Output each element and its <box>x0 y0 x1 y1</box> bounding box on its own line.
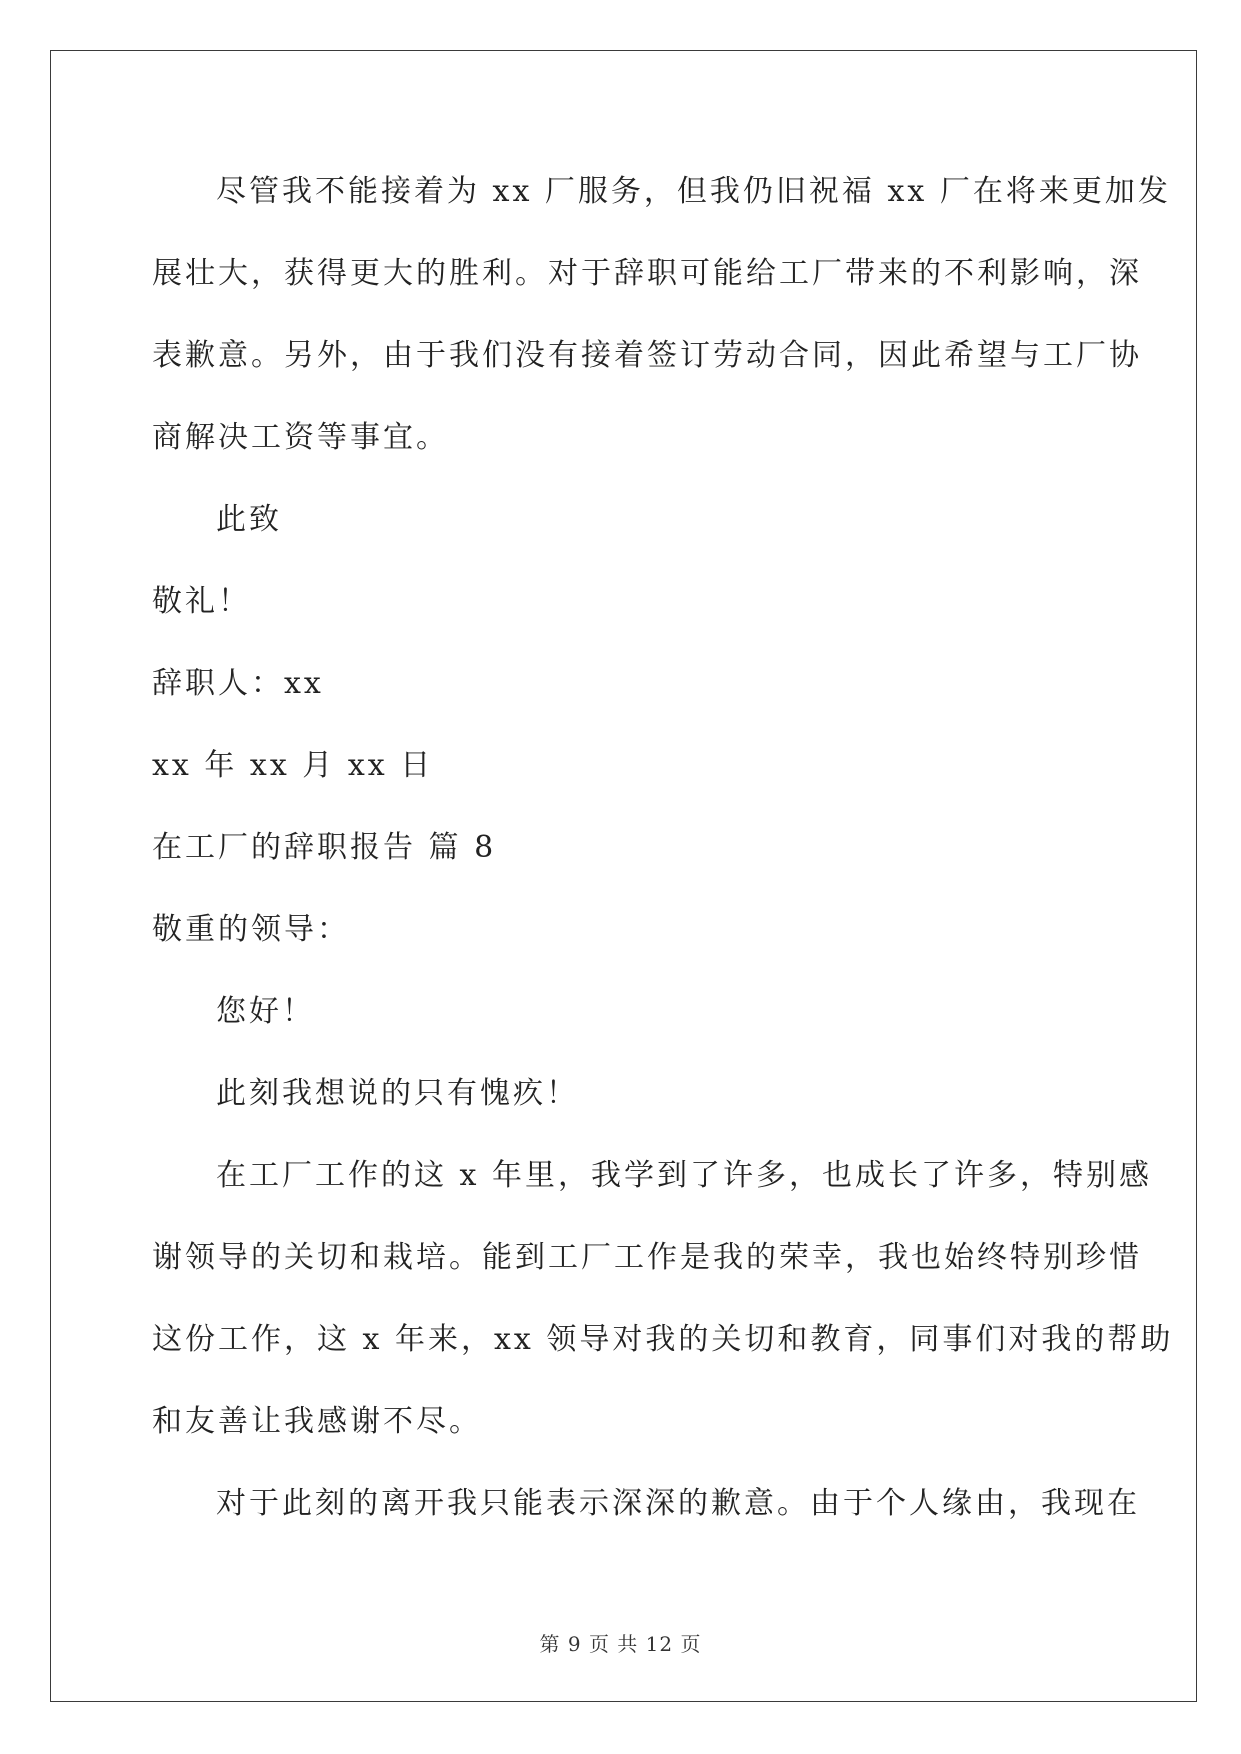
greeting: 您好！ <box>216 994 315 1029</box>
section-title: 在工厂的辞职报告 篇 8 <box>152 830 497 865</box>
paragraph-line: 这份工作，这 x 年来，xx 领导对我的关切和教育，同事们对我的帮助 <box>152 1322 1174 1357</box>
date-line: xx 年 xx 月 xx 日 <box>152 748 434 783</box>
document-body <box>152 162 1174 1556</box>
page-number-footer: 第 9 页 共 12 页 <box>539 1632 702 1656</box>
paragraph-line: 和友善让我感谢不尽。 <box>152 1404 482 1439</box>
paragraph-line: 表歉意。另外，由于我们没有接着签订劳动合同，因此希望与工厂协 <box>152 338 1142 373</box>
paragraph-line: 展壮大，获得更大的胜利。对于辞职可能给工厂带来的不利影响，深 <box>152 256 1142 291</box>
paragraph-line: 商解决工资等事宜。 <box>152 420 449 455</box>
signature-line: 辞职人：xx <box>152 666 324 701</box>
paragraph-line: 此刻我想说的只有愧疚！ <box>216 1076 579 1111</box>
salute: 敬礼！ <box>152 584 251 619</box>
paragraph-line: 尽管我不能接着为 xx 厂服务，但我仍旧祝福 xx 厂在将来更加发 <box>216 174 1171 209</box>
paragraph-line: 对于此刻的离开我只能表示深深的歉意。由于个人缘由，我现在 <box>216 1486 1140 1521</box>
paragraph-line: 谢领导的关切和栽培。能到工厂工作是我的荣幸，我也始终特别珍惜 <box>152 1240 1142 1275</box>
closing-phrase: 此致 <box>216 502 282 537</box>
paragraph-line: 在工厂工作的这 x 年里，我学到了许多，也成长了许多，特别感 <box>216 1158 1152 1193</box>
salutation: 敬重的领导： <box>152 912 350 947</box>
